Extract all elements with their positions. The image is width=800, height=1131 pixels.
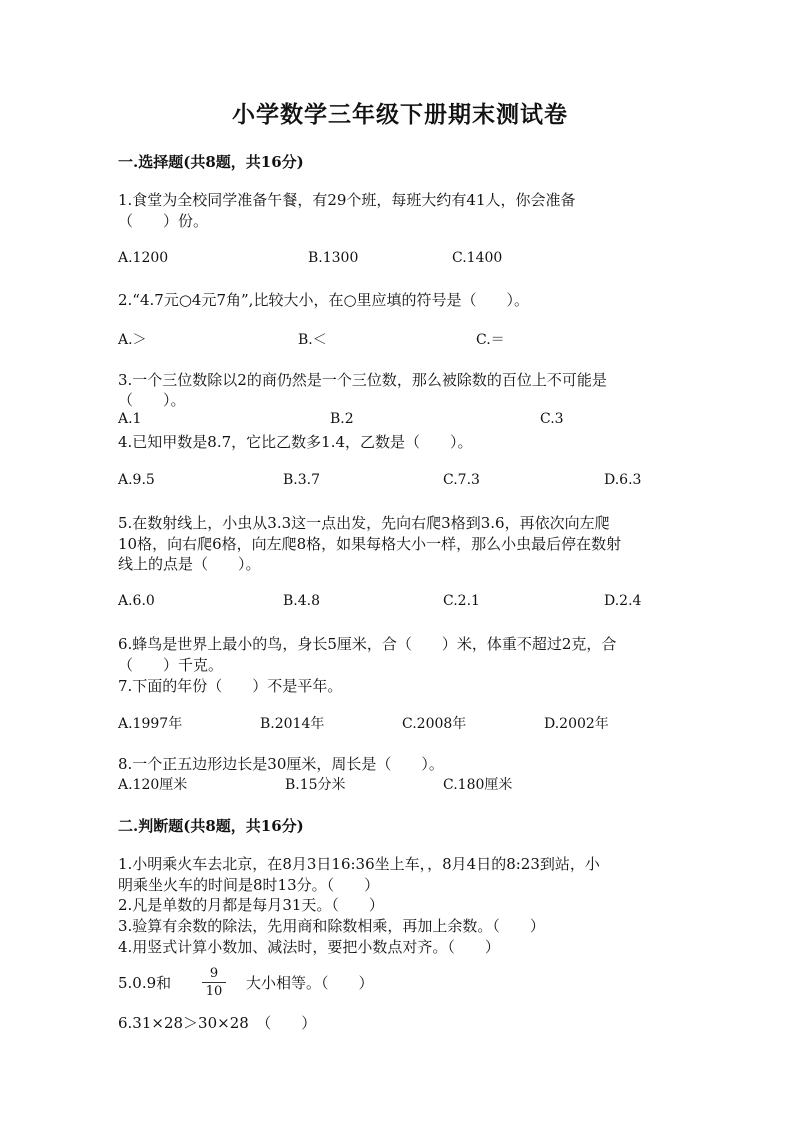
question-2-option-b: B.＜ xyxy=(298,332,327,348)
section-heading-choice: 一.选择题(共8题，共16分) xyxy=(118,153,304,171)
question-4-option-c: C.7.3 xyxy=(443,472,480,488)
question-1-option-b: B.1300 xyxy=(308,250,359,266)
question-5-line-1: 5.在数射线上，小虫从3.3这一点出发，先向右爬3格到3.6，再依次向左爬 xyxy=(118,514,610,532)
question-8-option-b: B.15分米 xyxy=(285,777,346,793)
tf-question-5-prefix: 5.0.9和 xyxy=(118,974,172,992)
tf-question-1-line-2: 明乘坐火车的时间是8时13分。（ ） xyxy=(118,876,380,894)
question-1-line-2: （ ）份。 xyxy=(118,212,209,230)
question-5-line-3: 线上的点是（ ）。 xyxy=(118,555,261,573)
tf-question-4: 4.用竖式计算小数加、减法时，要把小数点对齐。（ ） xyxy=(118,938,500,956)
question-7-option-b: B.2014年 xyxy=(260,716,325,732)
section-heading-true-false: 二.判断题(共8题，共16分) xyxy=(118,817,304,835)
question-3-option-b: B.2 xyxy=(330,411,354,427)
question-5-option-a: A.6.0 xyxy=(118,593,155,609)
question-1-option-a: A.1200 xyxy=(118,250,169,266)
fraction-denominator: 10 xyxy=(205,984,223,999)
question-5-option-b: B.4.8 xyxy=(283,593,321,609)
question-8-line-1: 8.一个正五边形边长是30厘米，周长是（ ）。 xyxy=(118,755,444,773)
tf-question-2: 2.凡是单数的月都是每月31天。（ ） xyxy=(118,896,384,914)
page-title: 小学数学三年级下册期末测试卷 xyxy=(232,101,568,128)
tf-question-3: 3.验算有余数的除法，先用商和除数相乘，再加上余数。（ ） xyxy=(118,917,545,935)
question-7-option-d: D.2002年 xyxy=(544,716,609,732)
question-1-line-1: 1.食堂为全校同学准备午餐，有29个班，每班大约有41人，你会准备 xyxy=(118,191,576,209)
question-3-option-a: A.1 xyxy=(118,411,142,427)
question-3-line-1: 3.一个三位数除以2的商仍然是一个三位数，那么被除数的百位上不可能是 xyxy=(118,371,607,389)
question-7-option-a: A.1997年 xyxy=(118,716,183,732)
question-8-option-a: A.120厘米 xyxy=(118,777,188,793)
question-3-option-c: C.3 xyxy=(540,411,564,427)
question-4-option-d: D.6.3 xyxy=(604,472,642,488)
question-4-line-1: 4.已知甲数是8.7，它比乙数多1.4，乙数是（ ）。 xyxy=(118,433,473,451)
tf-question-6: 6.31×28＞30×28 （ ） xyxy=(118,1014,317,1032)
question-2-line-1: 2.“4.7元○4元7角”,比较大小，在○里应填的符号是（ ）。 xyxy=(118,291,530,309)
question-5-option-d: D.2.4 xyxy=(604,593,642,609)
question-7-line-1: 7.下面的年份（ ）不是平年。 xyxy=(118,677,343,695)
question-1-option-c: C.1400 xyxy=(452,250,503,266)
question-5-line-2: 10格，向右爬6格，向左爬8格，如果每格大小一样，那么小虫最后停在数射 xyxy=(118,535,622,553)
question-2-option-c: C.＝ xyxy=(476,332,505,348)
tf-question-5-suffix: 大小相等。（ ） xyxy=(246,974,374,992)
question-4-option-a: A.9.5 xyxy=(118,472,155,488)
question-8-option-c: C.180厘米 xyxy=(443,777,513,793)
question-3-line-2: （ ）。 xyxy=(118,391,186,409)
fraction-bar xyxy=(202,982,226,983)
question-6-line-1: 6.蜂鸟是世界上最小的鸟，身长5厘米，合（ ）米，体重不超过2克，合 xyxy=(118,635,617,653)
question-2-option-a: A.＞ xyxy=(118,332,147,348)
question-5-option-c: C.2.1 xyxy=(443,593,480,609)
question-6-line-2: （ ）千克。 xyxy=(118,656,224,674)
fraction xyxy=(202,967,226,998)
question-4-option-b: B.3.7 xyxy=(283,472,321,488)
tf-question-1-line-1: 1.小明乘火车去北京，在8月3日16:36坐上车，，8月4日的8:23到站，小 xyxy=(118,855,600,873)
question-7-option-c: C.2008年 xyxy=(402,716,467,732)
fraction-numerator: 9 xyxy=(209,966,219,981)
